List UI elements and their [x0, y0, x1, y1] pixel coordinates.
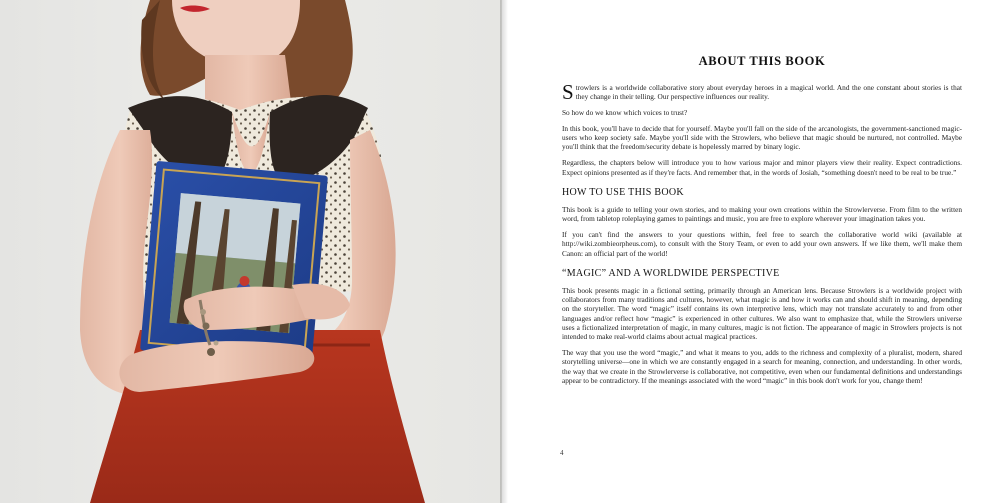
- intro-paragraph: [562, 80, 962, 104]
- intro-text: trowlers is a worldwide collaborative story about everyday heroes in a magical world. And the one constant about stories is that they change in their telling. Our perspective influences our reality.: [575, 83, 962, 102]
- photo-illustration: [0, 0, 502, 503]
- section-heading-how-to-use: HOW TO USE THIS BOOK: [562, 186, 684, 198]
- paragraph: This book presents magic in a fictional setting, primarily through an American lens. Because Strowlers is a worldwide project with collaborators from many traditions and cultures, however, what magic is and how it works can and should shift in meaning, depending on the storyteller. The word “magic” itself contains its own interpretive lens, which may not translate accurately to and from other languages and/or reflect how “magic” is experienced in other cultures. We also want to emphasize that, while the Strowlers universe uses a fictionalized interpretation of magic, in many cultures, magic is not fiction. The appearance of magic in Strowlers projects is not intended to make real-world claims about actual magical practices.: [562, 285, 962, 342]
- page-number: 4: [560, 449, 564, 457]
- page-title: ABOUT THIS BOOK: [698, 54, 826, 68]
- paragraph: If you can't find the answers to your questions within, feel free to search the collaborative world wiki (available at http://wiki.zombieorpheus.com), to consult with the Story Team, or even to add your own answers. If we like them, we'll make them Canon: an official part of the world!: [562, 229, 962, 258]
- text-block: [562, 54, 962, 392]
- section-heading-magic: “MAGIC” AND A WORLDWIDE PERSPECTIVE: [562, 267, 780, 279]
- cover-photo: [0, 0, 502, 503]
- paragraph: So how do we know which voices to trust?: [562, 108, 688, 118]
- paragraph: In this book, you'll have to decide that for yourself. Maybe you'll fall on the side of the arcanologists, the government-sanctioned magic-users who keep society safe. Maybe you'll side with the Strowlers, who believe that magic should be nurtured, not controlled. Maybe you'll think that the freedom/security debate is hopelessly marred by binary logic.: [562, 123, 962, 152]
- paragraph: This book is a guide to telling your own stories, and to making your own creations within the Strowlerverse. From film to the written word, from tabletop roleplaying games to paintings and music, you are free to explore wherever your imagination takes you.: [562, 204, 962, 224]
- held-book: [140, 161, 328, 365]
- page-gutter: [500, 0, 508, 503]
- paragraph: Regardless, the chapters below will introduce you to how various major and minor players view their reality. Expect contradictions. Expect opinions presented as if they're facts. And remember that, in the words of Josiah, “something doesn't need to be real to be true.”: [562, 158, 962, 177]
- drop-cap: S: [562, 80, 574, 104]
- text-page: [508, 0, 1005, 503]
- paragraph: The way that you use the word “magic,” and what it means to you, adds to the richness and complexity of a pluralist, modern, shared storytelling universe—one in which we are constantly engaged in a search for meaning, connection, and understanding. In other words, the way that we create in the Strowlerverse is collaborative, not competitive, even when our fundamental definitions and understandings appear to be contradictory. If the meanings associated with the word “magic” in this book don't work for you, change them!: [562, 348, 962, 386]
